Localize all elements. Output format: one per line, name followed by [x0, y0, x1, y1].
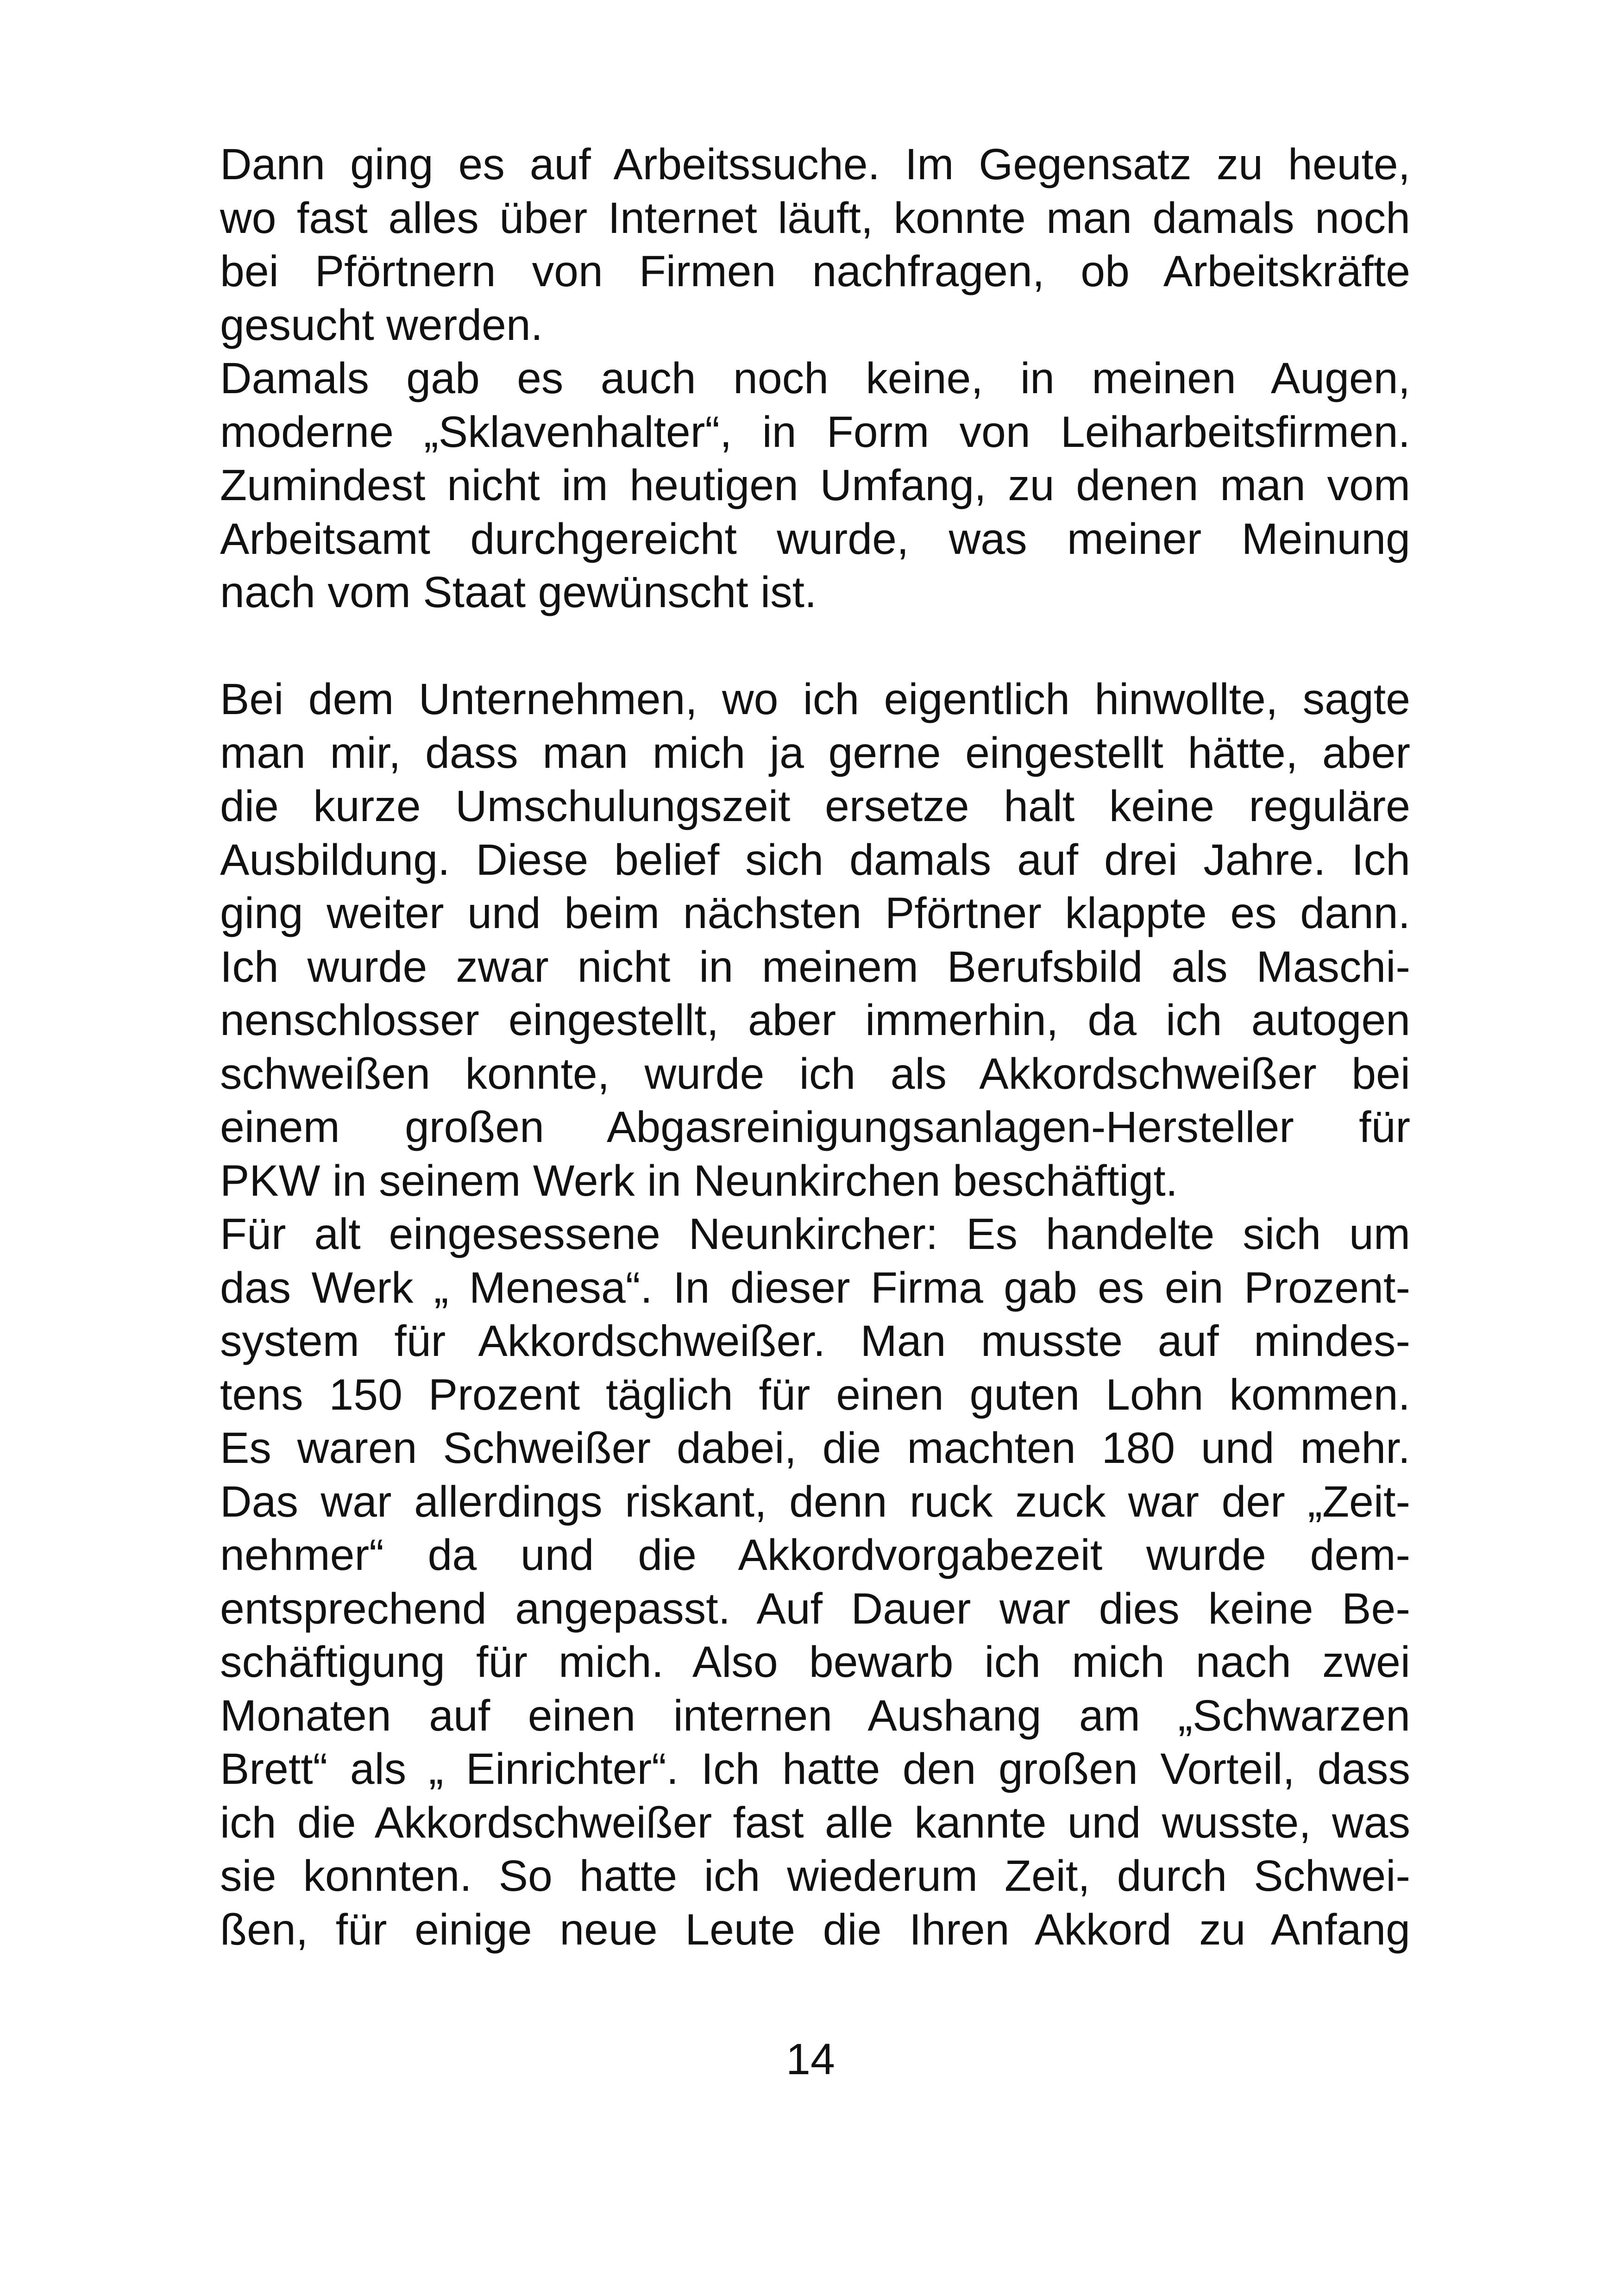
text-line: nach vom Staat gewünscht ist. — [220, 568, 817, 617]
text-line: schäftigung für mich. Also bewarb ich mich nach zwei — [220, 1637, 1410, 1687]
text-line: system für Akkordschweißer. Man musste auf mindes- — [220, 1317, 1410, 1366]
text-line: PKW in seinem Werk in Neunkirchen beschäftigt. — [220, 1156, 1178, 1205]
text-line: Ausbildung. Diese belief sich damals auf drei Jahre. Ich — [220, 835, 1410, 885]
page-number: 14 — [786, 2035, 835, 2084]
text-line: einem großen Abgasreinigungsanlagen-Hersteller für — [220, 1103, 1410, 1152]
text-line: Für alt eingesessene Neunkircher: Es handelte sich um — [220, 1210, 1410, 1259]
text-line: Zumindest nicht im heutigen Umfang, zu denen man vom — [220, 461, 1410, 510]
text-line: Monaten auf einen internen Aushang am „Schwarzen — [220, 1691, 1410, 1740]
paragraph-gap — [220, 620, 1410, 673]
paragraph-2 — [220, 673, 1410, 1957]
text-line: wo fast alles über Internet läuft, konnte man damals noch — [220, 193, 1410, 243]
paragraph-1 — [220, 138, 1410, 620]
text-line: ging weiter und beim nächsten Pförtner klappte es dann. — [220, 889, 1410, 938]
text-line: ßen, für einige neue Leute die Ihren Akkord zu Anfang — [220, 1905, 1410, 1954]
text-line: Arbeitsamt durchgereicht wurde, was meiner Meinung — [220, 514, 1410, 564]
text-line: entsprechend angepasst. Auf Dauer war dies keine Be- — [220, 1584, 1410, 1633]
text-line: man mir, dass man mich ja gerne eingestellt hätte, aber — [220, 728, 1410, 778]
text-line: Dann ging es auf Arbeitssuche. Im Gegensatz zu heute, — [220, 140, 1410, 189]
text-line: bei Pförtnern von Firmen nachfragen, ob Arbeitskräfte — [220, 247, 1410, 296]
text-line: Das war allerdings riskant, denn ruck zuck war der „Zeit- — [220, 1477, 1410, 1526]
text-line: Es waren Schweißer dabei, die machten 180 und mehr. — [220, 1424, 1410, 1473]
text-line: die kurze Umschulungszeit ersetze halt keine reguläre — [220, 782, 1410, 831]
text-line: moderne „Sklavenhalter“, in Form von Leiharbeitsfirmen. — [220, 407, 1410, 457]
text-line: nenschlosser eingestellt, aber immerhin, da ich autogen — [220, 996, 1410, 1045]
text-line: das Werk „ Menesa“. In dieser Firma gab es ein Prozent- — [220, 1263, 1410, 1312]
text-line: schweißen konnte, wurde ich als Akkordschweißer bei — [220, 1049, 1410, 1098]
text-line: ich die Akkordschweißer fast alle kannte und wusste, was — [220, 1798, 1410, 1847]
text-line: Ich wurde zwar nicht in meinem Berufsbild als Maschi- — [220, 942, 1410, 991]
text-line: Bei dem Unternehmen, wo ich eigentlich hinwollte, sagte — [220, 675, 1410, 724]
body-text — [220, 138, 1410, 1957]
text-line: tens 150 Prozent täglich für einen guten Lohn kommen. — [220, 1370, 1410, 1419]
text-line: gesucht werden. — [220, 300, 543, 350]
text-line: Damals gab es auch noch keine, in meinen Augen, — [220, 354, 1410, 403]
text-line: nehmer“ da und die Akkordvorgabezeit wurde dem- — [220, 1531, 1410, 1580]
text-line: Brett“ als „ Einrichter“. Ich hatte den großen Vorteil, dass — [220, 1744, 1410, 1794]
text-line: sie konnten. So hatte ich wiederum Zeit, durch Schwei- — [220, 1851, 1410, 1901]
